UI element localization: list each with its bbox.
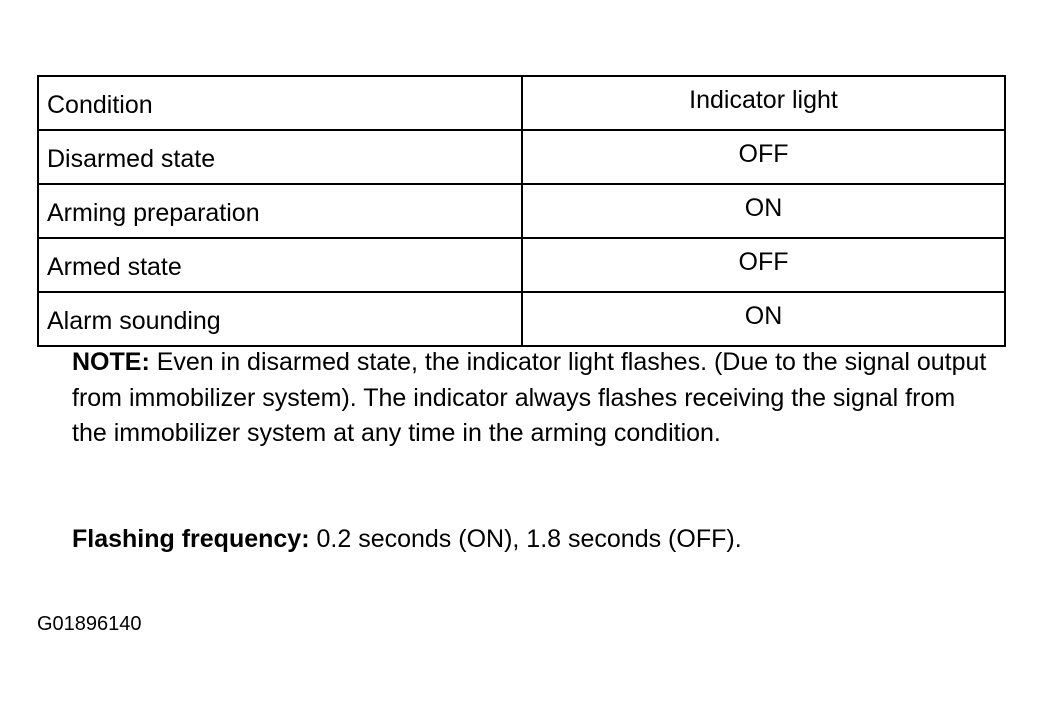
flashing-frequency-text: 0.2 seconds (ON), 1.8 seconds (OFF). xyxy=(309,525,742,553)
flashing-frequency-paragraph xyxy=(72,522,992,557)
row-condition: Arming preparation xyxy=(38,184,522,238)
table-row xyxy=(38,184,1005,238)
row-indicator-value: OFF xyxy=(522,238,1005,292)
note-label: NOTE: xyxy=(72,348,150,376)
row-condition: Disarmed state xyxy=(38,130,522,184)
table-row xyxy=(38,238,1005,292)
row-indicator-value: ON xyxy=(522,184,1005,238)
figure-id: G01896140 xyxy=(37,613,142,635)
header-indicator-light: Indicator light xyxy=(522,76,1005,130)
indicator-condition-table xyxy=(37,75,1006,347)
row-indicator-value: OFF xyxy=(522,130,1005,184)
note-paragraph xyxy=(72,345,992,452)
row-indicator-value: ON xyxy=(522,292,1005,346)
header-condition: Condition xyxy=(38,76,522,130)
flashing-frequency-label: Flashing frequency: xyxy=(72,525,310,553)
row-condition: Alarm sounding xyxy=(38,292,522,346)
table-row xyxy=(38,130,1005,184)
table-row xyxy=(38,292,1005,346)
note-text: Even in disarmed state, the indicator light flashes. (Due to the signal output from immobilizer system). The indicator always flashes receiving the signal from the immobilizer system at any time in the arming condition. xyxy=(72,348,987,447)
row-condition: Armed state xyxy=(38,238,522,292)
table-header-row xyxy=(38,76,1005,130)
